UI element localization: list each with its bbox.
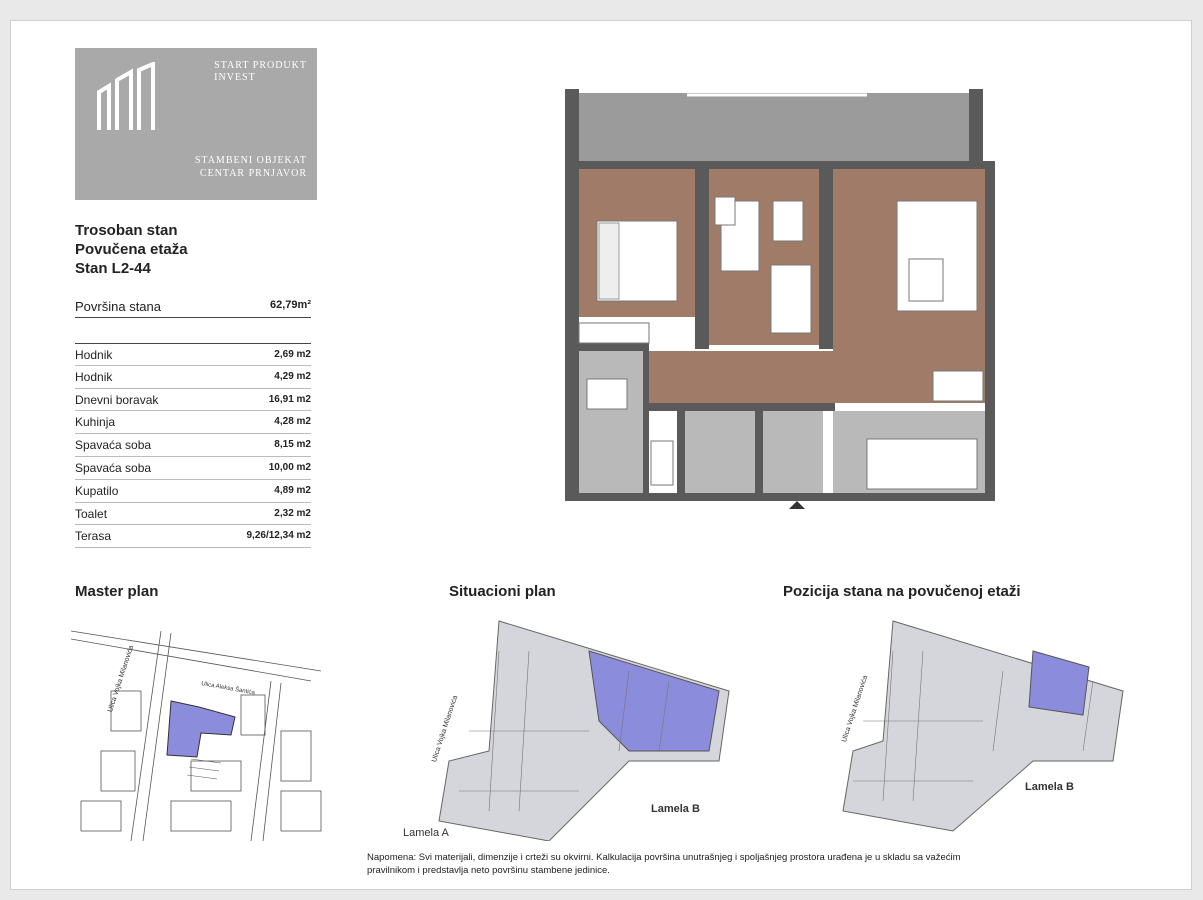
- street-top-label: Ulica Aleksa Šantića: [200, 681, 256, 697]
- hallway: [649, 351, 835, 403]
- room-row: Hodnik 4,29 m2: [75, 366, 311, 389]
- footnote: Napomena: Svi materijali, dimenzije i crteži su okvirni. Kalkulacija površina unutrašnjeg i spoljašnjeg prostora urađena je u skladu sa važećim pravilnikom i predstavlja neto površinu stambene jedinice.: [367, 852, 961, 876]
- floor-plan: [557, 89, 997, 509]
- lamela-b-label-2: Lamela B: [1025, 781, 1074, 793]
- terrace-area: [573, 93, 973, 161]
- room-row: Spavaća soba 10,00 m2: [75, 457, 311, 480]
- room-row: Kupatilo 4,89 m2: [75, 480, 311, 503]
- total-area-value: 62,79m²: [270, 299, 311, 311]
- total-area-row: [75, 299, 311, 318]
- master-plan-map: [71, 611, 333, 841]
- pozicija-heading: Pozicija stana na povučenoj etaži: [783, 583, 1021, 600]
- street-vertical-label: Ulica Vojka Milanovića: [107, 644, 136, 714]
- entrance-arrow-icon: [789, 501, 805, 509]
- room-row: Kuhinja 4,28 m2: [75, 411, 311, 434]
- situacioni-plan-heading: Situacioni plan: [449, 583, 556, 600]
- apartment-highlight: [1029, 651, 1089, 715]
- dining-table: [933, 371, 983, 401]
- project-name: STAMBENI OBJEKAT CENTAR PRNJAVOR: [194, 155, 307, 179]
- room-row: Spavaća soba 8,15 m2: [75, 434, 311, 457]
- company-name: START PRODUKT INVEST: [214, 60, 307, 83]
- building-footprint: [843, 621, 1123, 831]
- lamela-b-label: Lamela B: [651, 803, 700, 815]
- building-logo-icon: [97, 62, 157, 132]
- entrance: [763, 411, 823, 493]
- toilet: [685, 411, 755, 493]
- project-logo: [75, 48, 317, 200]
- room-list: [75, 343, 311, 548]
- room-row: Toalet 2,32 m2: [75, 503, 311, 526]
- lamela-a-label: Lamela A: [403, 827, 449, 839]
- total-area-label: Površina stana: [75, 299, 161, 314]
- pozicija-map: [833, 611, 1133, 841]
- room-row: Hodnik 2,69 m2: [75, 343, 311, 366]
- room-row: Terasa 9,26/12,34 m2: [75, 525, 311, 548]
- document-sheet: [10, 20, 1192, 890]
- bathroom: [579, 351, 649, 493]
- street-vertical-label-3: Ulica Vojka Milanovića: [841, 674, 870, 744]
- apartment-title: Trosoban stan Povučena etaža Stan L2-44: [75, 222, 188, 277]
- room-row: Dnevni boravak 16,91 m2: [75, 389, 311, 412]
- master-plan-heading: Master plan: [75, 583, 159, 600]
- street-vertical-label-2: Ulica Vojka Milanovića: [431, 694, 460, 764]
